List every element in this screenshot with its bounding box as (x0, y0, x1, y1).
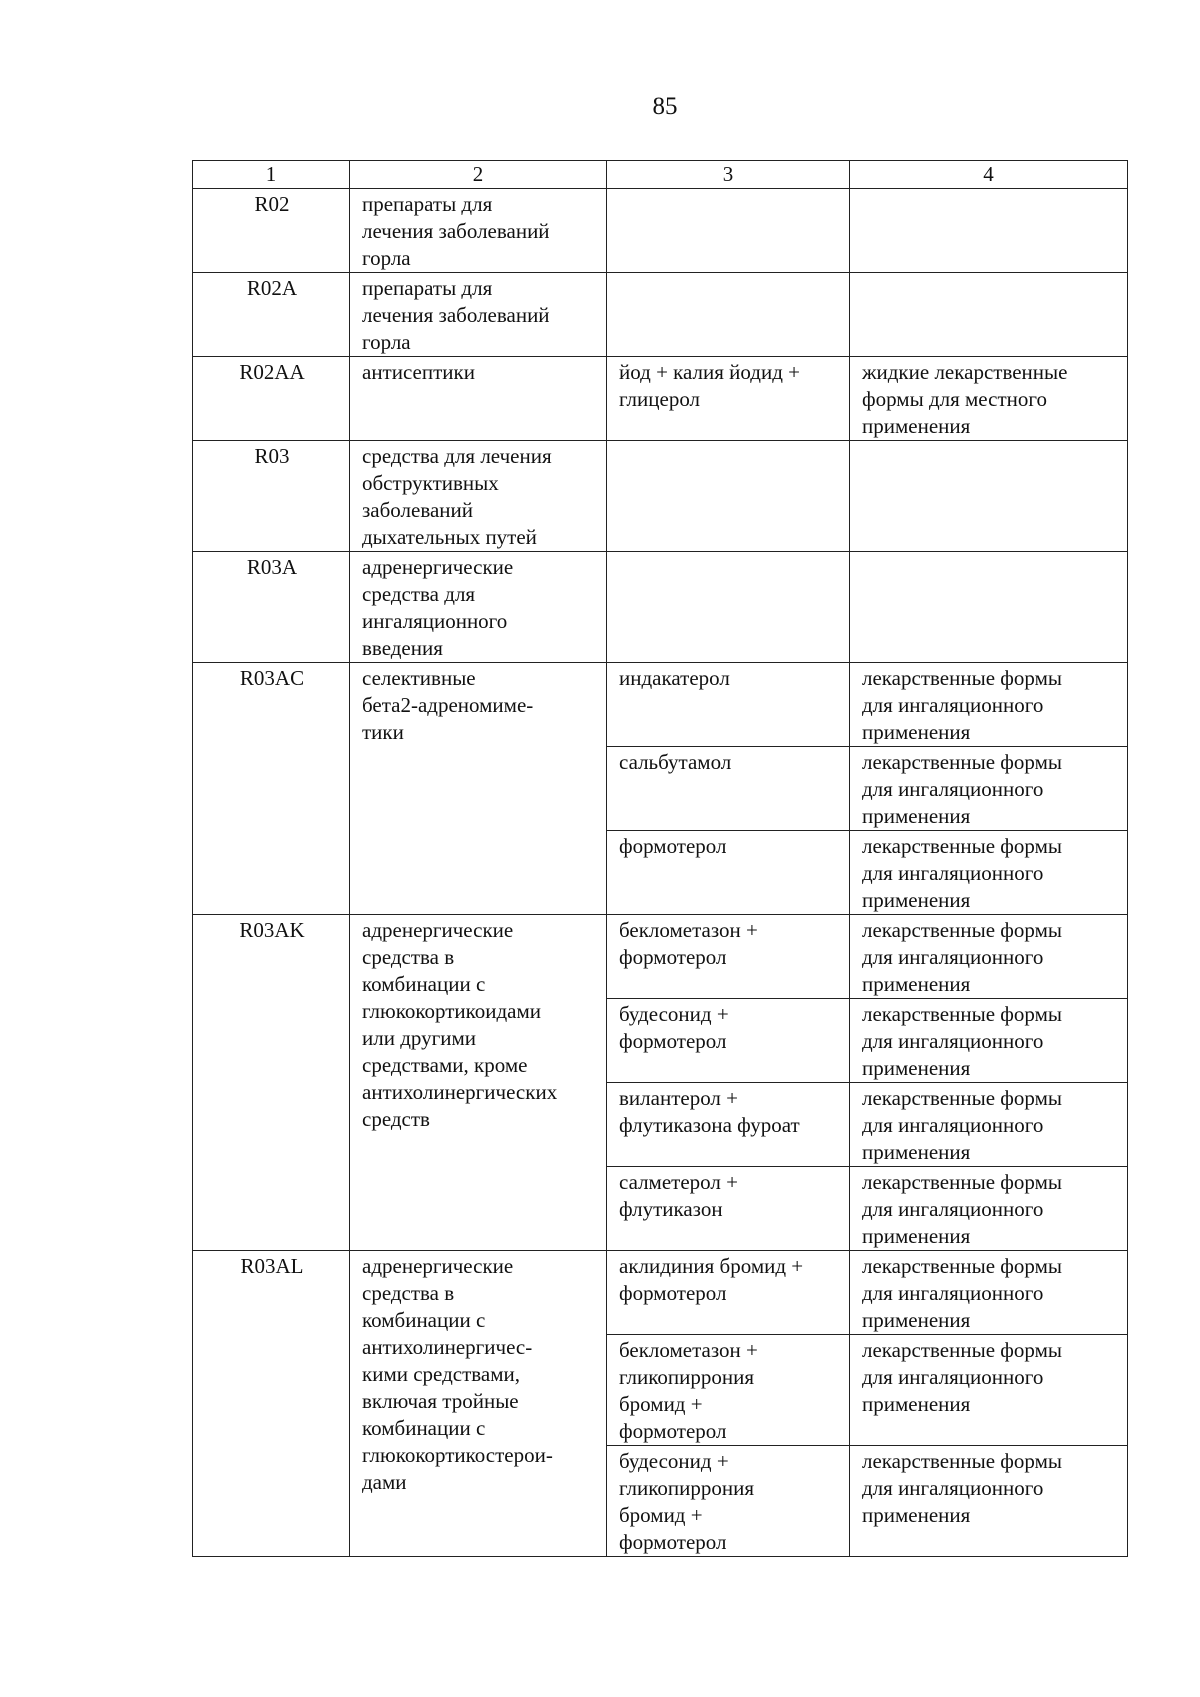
group-text-line: селективные (362, 666, 476, 690)
form-text-line: для ингаляционного (862, 1197, 1044, 1221)
form-text-line: применения (862, 720, 971, 744)
drug-name-cell (607, 357, 850, 441)
form-text-line: лекарственные формы (862, 918, 1062, 942)
group-text-line: средствами, кроме (362, 1053, 528, 1077)
group-text-line: горла (362, 246, 411, 270)
form-text-line: лекарственные формы (862, 666, 1062, 690)
form-text-line: лекарственные формы (862, 1002, 1062, 1026)
form-text-line: для ингаляционного (862, 1113, 1044, 1137)
anatomical-group-cell (350, 1251, 607, 1557)
group-text-line: тики (362, 720, 404, 744)
form-text-line: для ингаляционного (862, 1476, 1044, 1500)
group-text-line: бета2-адреномиме- (362, 693, 534, 717)
dosage-form-cell (850, 189, 1128, 273)
drug-text-line: гликопиррония (619, 1365, 755, 1389)
drug-name-cell (607, 663, 850, 747)
form-text-line: применения (862, 1392, 971, 1416)
drug-text-line: бромид + (619, 1392, 703, 1416)
drug-name-cell (607, 999, 850, 1083)
group-text-line: кими средствами, (362, 1362, 521, 1386)
column-header: 2 (350, 161, 607, 189)
group-text-line: адренергические (362, 918, 514, 942)
anatomical-group-cell (350, 552, 607, 663)
anatomical-group-cell (350, 915, 607, 1251)
drug-text-line: аклидиния бромид + (619, 1254, 804, 1278)
form-text-line: применения (862, 804, 971, 828)
drug-text-line: беклометазон + (619, 918, 758, 942)
group-text-line: лечения заболеваний (362, 219, 550, 243)
atc-code-cell: R02AA (193, 357, 350, 441)
group-text-line: заболеваний (362, 498, 473, 522)
group-text-line: глюкокортикоидами (362, 999, 542, 1023)
dosage-form-cell (850, 663, 1128, 747)
drug-text-line: йод + калия йодид + (619, 360, 801, 384)
form-text-line: для ингаляционного (862, 693, 1044, 717)
atc-code-cell: R03 (193, 441, 350, 552)
form-text-line: применения (862, 414, 971, 438)
anatomical-group-cell (350, 663, 607, 915)
anatomical-group-cell (350, 441, 607, 552)
drug-text-line: глицерол (619, 387, 701, 411)
drug-text-line: формотерол (619, 1530, 727, 1554)
form-text-line: применения (862, 1056, 971, 1080)
drug-text-line: беклометазон + (619, 1338, 758, 1362)
drug-text-line: индакатерол (619, 666, 730, 690)
anatomical-group-cell (350, 189, 607, 273)
group-text-line: комбинации с (362, 1416, 486, 1440)
group-text-line: горла (362, 330, 411, 354)
form-text-line: для ингаляционного (862, 1365, 1044, 1389)
group-text-line: дыхательных путей (362, 525, 537, 549)
group-text-line: лечения заболеваний (362, 303, 550, 327)
drug-text-line: сальбутамол (619, 750, 732, 774)
table-row (193, 273, 1128, 357)
form-text-line: применения (862, 1308, 971, 1332)
group-text-line: антихолинергических (362, 1080, 558, 1104)
drug-text-line: формотерол (619, 1281, 727, 1305)
atc-code-cell: R03AL (193, 1251, 350, 1557)
drug-name-cell (607, 1083, 850, 1167)
drug-text-line: флутиказон (619, 1197, 723, 1221)
table-row (193, 1251, 1128, 1335)
group-text-line: антихолинергичес- (362, 1335, 533, 1359)
dosage-form-cell (850, 915, 1128, 999)
drug-text-line: гликопиррония (619, 1476, 755, 1500)
group-text-line: дами (362, 1470, 407, 1494)
group-text-line: антисептики (362, 360, 475, 384)
drug-text-line: будесонид + (619, 1002, 729, 1026)
atc-code-cell: R02 (193, 189, 350, 273)
form-text-line: применения (862, 972, 971, 996)
table-row (193, 441, 1128, 552)
page-number: 85 (652, 93, 678, 120)
form-text-line: формы для местного (862, 387, 1047, 411)
form-text-line: применения (862, 1224, 971, 1248)
dosage-form-cell (850, 1167, 1128, 1251)
drug-name-cell (607, 189, 850, 273)
dosage-form-cell (850, 747, 1128, 831)
group-text-line: средства в (362, 1281, 455, 1305)
group-text-line: введения (362, 636, 443, 660)
atc-code-cell: R03AK (193, 915, 350, 1251)
form-text-line: лекарственные формы (862, 834, 1062, 858)
atc-code-cell: R03AC (193, 663, 350, 915)
form-text-line: для ингаляционного (862, 1281, 1044, 1305)
drug-text-line: формотерол (619, 945, 727, 969)
group-text-line: ингаляционного (362, 609, 508, 633)
column-header: 4 (850, 161, 1128, 189)
group-text-line: включая тройные (362, 1389, 519, 1413)
group-text-line: средств (362, 1107, 430, 1131)
drug-name-cell (607, 552, 850, 663)
form-text-line: лекарственные формы (862, 1170, 1062, 1194)
form-text-line: применения (862, 888, 971, 912)
drug-name-cell (607, 747, 850, 831)
drug-text-line: формотерол (619, 1419, 727, 1443)
dosage-form-cell (850, 999, 1128, 1083)
table-header-row (193, 161, 1128, 189)
group-text-line: обструктивных (362, 471, 499, 495)
drug-name-cell (607, 1167, 850, 1251)
form-text-line: для ингаляционного (862, 1029, 1044, 1053)
group-text-line: препараты для (362, 192, 493, 216)
table-row (193, 663, 1128, 747)
drug-text-line: вилантерол + (619, 1086, 738, 1110)
anatomical-group-cell (350, 273, 607, 357)
drug-name-cell (607, 915, 850, 999)
drug-classification-table (192, 160, 1128, 1557)
form-text-line: для ингаляционного (862, 945, 1044, 969)
group-text-line: комбинации с (362, 1308, 486, 1332)
group-text-line: средства для лечения (362, 444, 552, 468)
group-text-line: адренергические (362, 555, 514, 579)
atc-code-cell: R03A (193, 552, 350, 663)
form-text-line: для ингаляционного (862, 777, 1044, 801)
table-row (193, 552, 1128, 663)
form-text-line: лекарственные формы (862, 1338, 1062, 1362)
drug-text-line: будесонид + (619, 1449, 729, 1473)
group-text-line: глюкокортикостерои- (362, 1443, 553, 1467)
table-row (193, 915, 1128, 999)
atc-code-cell: R02A (193, 273, 350, 357)
dosage-form-cell (850, 1251, 1128, 1335)
dosage-form-cell (850, 552, 1128, 663)
drug-text-line: флутиказона фуроат (619, 1113, 800, 1137)
form-text-line: для ингаляционного (862, 861, 1044, 885)
form-text-line: лекарственные формы (862, 1449, 1062, 1473)
drug-name-cell (607, 1251, 850, 1335)
form-text-line: применения (862, 1503, 971, 1527)
drug-name-cell (607, 1446, 850, 1557)
group-text-line: средства в (362, 945, 455, 969)
dosage-form-cell (850, 1335, 1128, 1446)
dosage-form-cell (850, 357, 1128, 441)
dosage-form-cell (850, 831, 1128, 915)
dosage-form-cell (850, 273, 1128, 357)
column-header: 3 (607, 161, 850, 189)
form-text-line: жидкие лекарственные (862, 360, 1068, 384)
group-text-line: комбинации с (362, 972, 486, 996)
dosage-form-cell (850, 1083, 1128, 1167)
form-text-line: лекарственные формы (862, 1254, 1062, 1278)
table-row (193, 189, 1128, 273)
drug-text-line: бромид + (619, 1503, 703, 1527)
drug-text-line: формотерол (619, 1029, 727, 1053)
form-text-line: лекарственные формы (862, 750, 1062, 774)
group-text-line: адренергические (362, 1254, 514, 1278)
column-header: 1 (193, 161, 350, 189)
dosage-form-cell (850, 1446, 1128, 1557)
form-text-line: применения (862, 1140, 971, 1164)
drug-name-cell (607, 1335, 850, 1446)
dosage-form-cell (850, 441, 1128, 552)
drug-name-cell (607, 441, 850, 552)
anatomical-group-cell (350, 357, 607, 441)
group-text-line: препараты для (362, 276, 493, 300)
drug-name-cell (607, 831, 850, 915)
form-text-line: лекарственные формы (862, 1086, 1062, 1110)
drug-text-line: формотерол (619, 834, 727, 858)
drug-text-line: салметерол + (619, 1170, 738, 1194)
table-row (193, 357, 1128, 441)
drug-name-cell (607, 273, 850, 357)
group-text-line: средства для (362, 582, 476, 606)
group-text-line: или другими (362, 1026, 476, 1050)
